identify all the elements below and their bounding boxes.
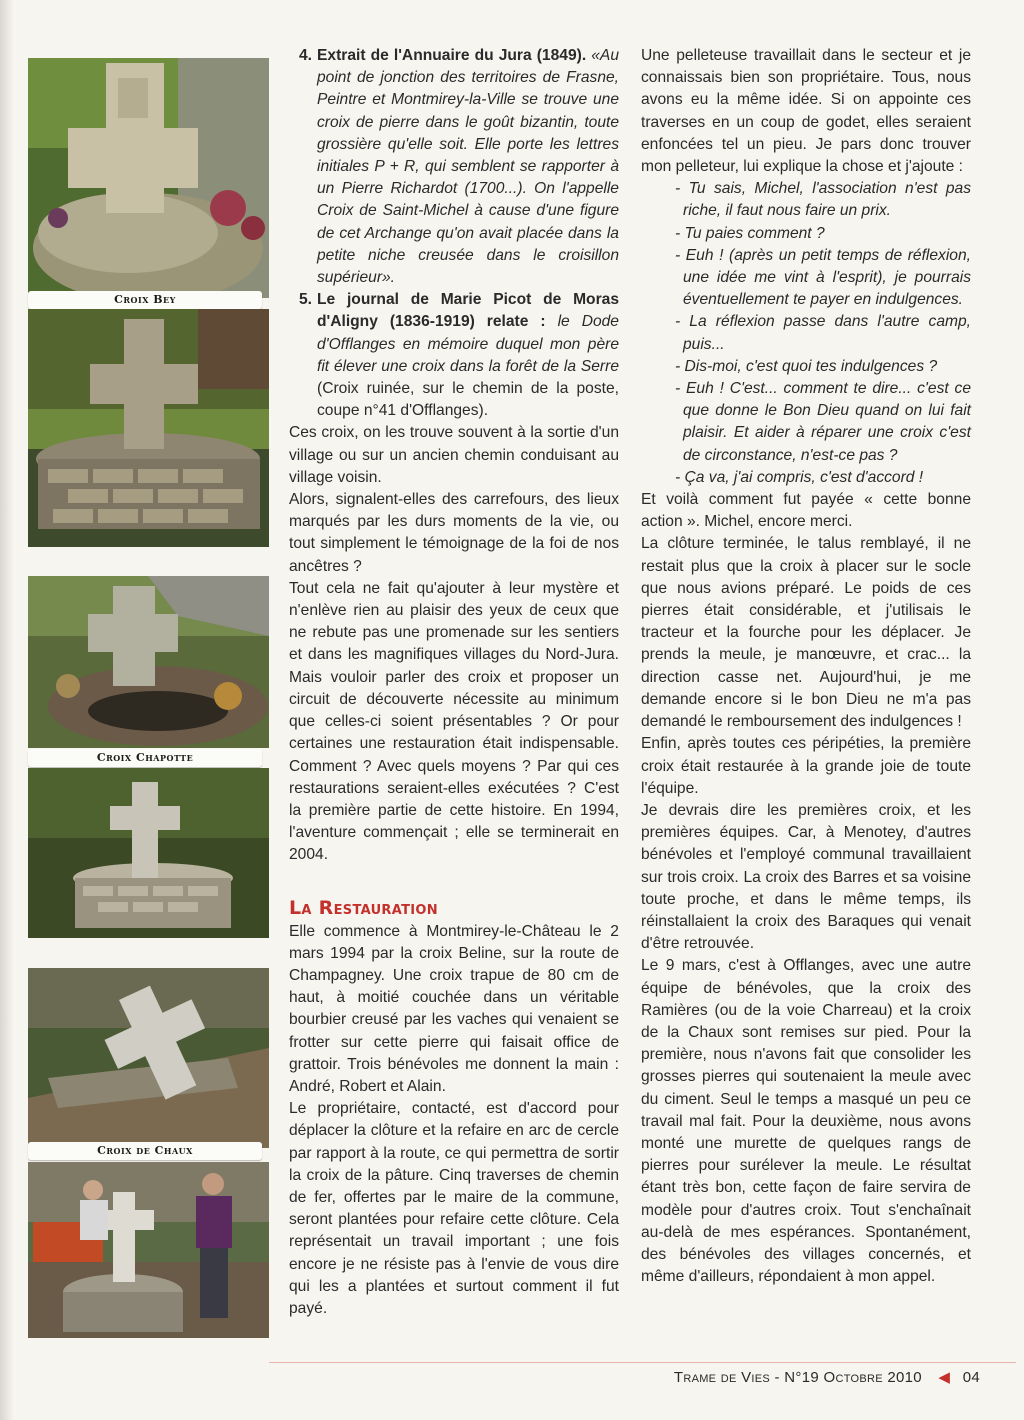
section-heading: La Restauration [289,896,438,919]
text-column-right [641,45,971,1288]
dialogue-line: - Tu paies comment ? [675,224,825,242]
text-column-left [289,45,619,1320]
caption-croix-de-chaux: Croix de Chaux [28,1142,262,1160]
page-footer [560,1368,980,1388]
caption-croix-bey: Croix Bey [28,291,262,309]
note-lead: Extrait de l'Annuaire du Jura (1849). [317,47,587,64]
paragraph: Je devrais dire les premières croix, et les premières équipes. Car, à Menotey, d'autres bénévoles et l'employé communal travaillaient sur trois croix. La croix des Barres et sa voisine toute proche, et dans le même temps, ils réinstallaient la croix des Baraques qui venait d'être retrouvée. [641,801,971,953]
dialogue-line: - Dis-moi, c'est quoi tes indulgences ? [675,357,938,375]
paragraph: Et voilà comment fut payée « cette bonne action ». Michel, encore merci. [641,491,971,531]
dialogue-block [641,178,971,489]
paragraph: Enfin, après toutes ces péripéties, la première croix était restaurée à la grande joie de toute l'équipe. [641,735,971,797]
note-quote: «Au point de jonction des territoires de Frasne, Peintre et Montmirey-la-Ville se trouve une croix de pierre dans le goût bizantin, toute grossière qu'elle soit. Elle porte les lettres initiales P + R, qui semblent se rapporter à un Pierre Richardot (1700...). On l'appelle Croix de Saint-Michel à cause d'une figure de cet Archange qu'on avait placée dans la petite niche creusée dans le croisillon supérieur». [317,47,619,287]
dialogue-line: - Tu sais, Michel, l'association n'est pas riche, il faut nous faire un prix. [675,180,971,220]
magazine-name: Trame de Vies [673,1369,771,1386]
paragraph: Alors, signalent-elles des carrefours, des lieux marqués par les durs moments de la vie, ou tout simplement le témoignage de la foi de nos ancêtres ? [289,491,619,575]
note-tail: (Croix ruinée, sur le chemin de la poste, coupe n°41 d'Offlanges). [317,380,619,420]
page-binding-shadow [0,0,14,1420]
paragraph: Le propriétaire, contacté, est d'accord pour déplacer la clôture et la refaire en arc de cercle par rapport à la route, ce qui permettra de sortir la croix de la pâture. Cinq traverses de chemin de fer, offertes par le maire de la commune, seront plantées pour refaire cette clôture. Cela représentait un travail important ; une fois encore je ne résiste pas à l'envie de vous dire qui les a plantées et surtout comment il fut payé. [289,1100,619,1317]
dialogue-line: - La réflexion passe dans l'autre camp, puis... [675,313,971,353]
dialogue-line: - Euh ! C'est... comment te dire... c'est ce que donne le Bon Dieu quand on lui fait plaisir. Et aider à réparer une croix c'est de circonstance, n'est-ce pas ? [675,380,971,464]
note-5 [289,289,619,422]
note-number: 4. [299,47,313,64]
photo-croix-de-chaux [28,968,269,1148]
paragraph: Une pelleteuse travaillait dans le secteur et je connaissais bien son propriétaire. Tous, nous avons eu la même idée. Si on appointe ces traverses en un coup de godet, elles seraient enfoncées tel un pieu. Je pars donc trouver mon pelleteur, lui explique la chose et j'ajoute : [641,47,971,176]
note-quote: le Dode d'Offlanges en mémoire duquel mon père fit élever une croix dans la forêt de la Serre [317,313,619,375]
triangle-marker-icon: ◀ [938,1369,951,1386]
note-lead: Le journal de Marie Picot de Moras d'Aligny (1836-1919) relate : [317,291,619,331]
paragraph: Tout cela ne fait qu'ajouter à leur mystère et n'enlève rien au plaisir des yeux de ceux que ne rebute pas une promenade sur les sentiers et dans les magnifiques villages du Nord-Jura. Mais vouloir parler des croix et proposer un circuit de découverte nécessite au minimum que celles-ci soient présentables ? Or pour certaines une restauration était indispensable. Comment ? Avec quels moyens ? Par qui ces restaurations seraient-elles exécutées ? C'est la première partie de cette histoire. En 1994, l'aventure commençait ; elle se terminerait en 2004. [289,579,619,864]
paragraph: La clôture terminée, le talus remblayé, il ne restait plus que la croix à placer sur le socle que nous avions préparé. Le poids de ces pierres était considérable, et j'utilisais le tracteur et la fourche pour les déplacer. Je prends la meule, je manœuvre, et crac... la direction casse net. Aujourd'hui, je me demande encore si le bon Dieu ne m'a pas demandé le remboursement des indulgences ! [641,535,971,731]
paragraph: Elle commence à Montmirey-le-Château le 2 mars 1994 par la croix Beline, sur la route de Champagney. Une croix trapue de 80 cm de haut, à moitié couchée dans un véritable bourbier creusé par les vaches qui venaient se frotter sur cette pierre qui faisait office de grattoir. Trois bénévoles me donnent la main : André, Robert et Alain. [289,922,619,1095]
paragraph: Le 9 mars, c'est à Offlanges, avec une autre équipe de bénévoles, que la croix des Ramières (ou de la voie Charreau) et la croix de la Chaux sont remises sur pied. Pour la première, nous n'avons fait que consolider les grosses pierres qui soutenaient la meule avec du ciment. Seul le temps a masqué un peu ce travail mal fait. Pour la deuxième, nous avons monté une murette de quelques rangs de pierres pour surélever la meule. Le résultat étant très bon, cette façon de faire servira de modèle pour d'autres croix. Tout s'enchaînait au-delà de mes espérances. Spontanément, des bénévoles des villages concernés, et même d'ailleurs, répondaient à mon appel. [641,957,971,1286]
photo-cross-round-base [28,309,269,547]
footnotes-list [289,45,619,422]
note-4 [289,45,619,289]
page-number: 04 [962,1369,980,1386]
footer-rule [269,1362,1016,1363]
dialogue-line: - Ça va, j'ai compris, c'est d'accord ! [675,468,924,486]
note-number: 5. [299,291,313,309]
issue-info: - N°19 Octobre 2010 [774,1369,922,1386]
paragraph: Ces croix, on les trouve souvent à la sortie d'un village ou sur un ancien chemin conduisant au village voisin. [289,424,619,486]
caption-croix-chapotte: Croix Chapotte [28,749,262,767]
photo-croix-chapotte [28,576,269,748]
photo-cross-stone-wall [28,768,269,938]
photo-restoration-work [28,1162,269,1338]
dialogue-line: - Euh ! (après un petit temps de réflexion, une idée me vint à l'esprit), je pourrais éventuellement te payer en indulgences. [675,246,971,309]
photo-croix-bey [28,58,269,298]
